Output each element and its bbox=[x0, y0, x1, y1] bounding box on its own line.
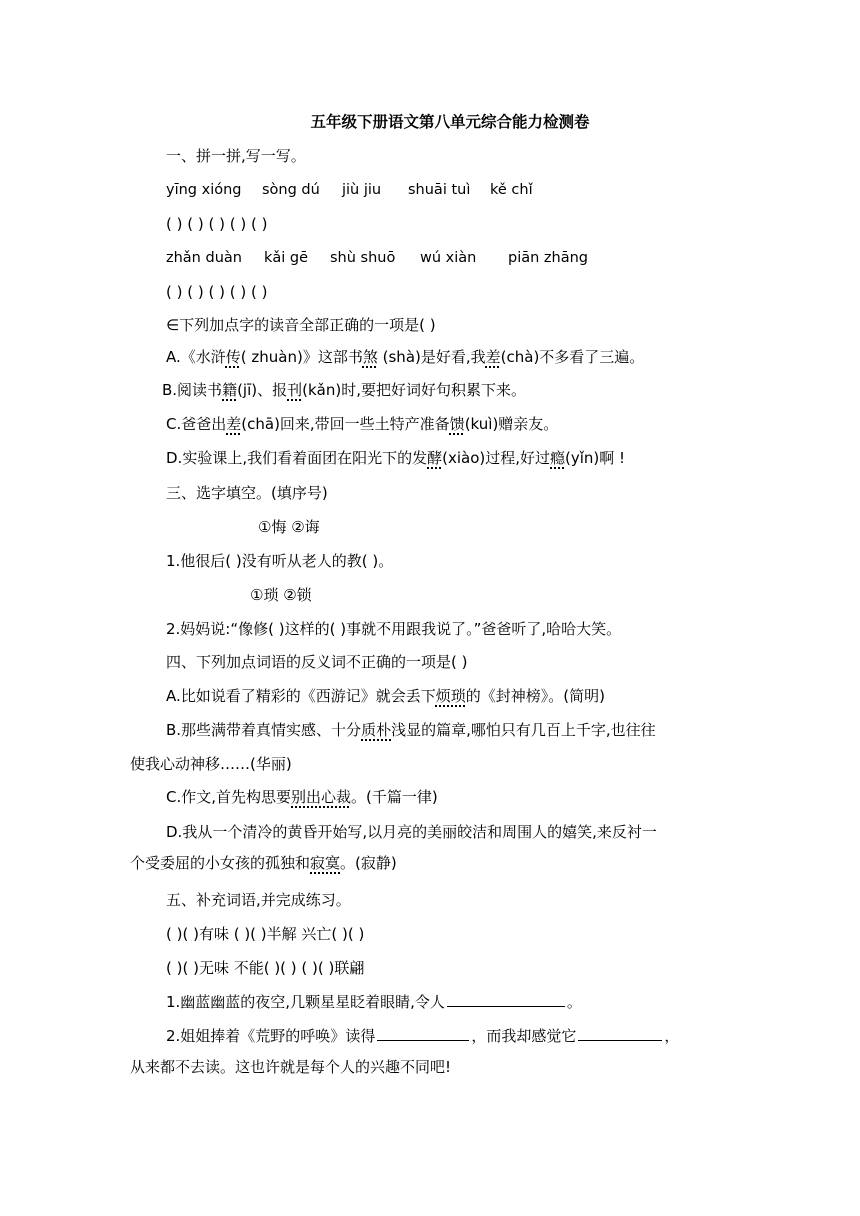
answer-brackets-row-2: ( ) ( ) ( ) ( ) ( ) bbox=[166, 283, 268, 301]
option-b bbox=[166, 720, 656, 740]
option-text: A.《水浒 bbox=[166, 348, 226, 366]
pinyin-item: wú xiàn bbox=[420, 250, 477, 266]
question-text: 2.姐姐捧着《荒野的呼唤》读得 bbox=[166, 1027, 376, 1045]
option-text: A.比如说看了精彩的《西游记》就会丢下 bbox=[166, 687, 436, 705]
pinyin-item: sòng dú bbox=[262, 182, 320, 198]
option-a bbox=[166, 347, 644, 367]
question-5-2-continued: 从来都不去读。这也许就是每个人的兴趣不同吧! bbox=[130, 1058, 452, 1076]
option-b bbox=[162, 380, 526, 400]
answer-blank[interactable] bbox=[578, 1024, 662, 1041]
dotted-char: 酵 bbox=[427, 449, 443, 467]
dotted-char: 瘾 bbox=[550, 449, 566, 467]
page-title: 五年级下册语文第八单元综合能力检测卷 bbox=[310, 113, 590, 131]
option-text: C.爸爸出 bbox=[166, 415, 227, 433]
pinyin-item: jiù jiu bbox=[342, 182, 382, 198]
choice-options-1: ①悔 ②诲 bbox=[258, 518, 320, 536]
pinyin-item: shuāi tuì bbox=[408, 182, 471, 198]
option-b-continued: 使我心动神移……(华丽) bbox=[130, 755, 292, 773]
pinyin-item: zhǎn duàn bbox=[166, 250, 242, 266]
pinyin-item: kǎi gē bbox=[264, 250, 309, 266]
option-c bbox=[166, 787, 438, 807]
option-text: (chā)回来,带回一些土特产准备 bbox=[241, 415, 450, 433]
answer-blank[interactable] bbox=[377, 1024, 469, 1041]
pinyin-item: yīng xióng bbox=[166, 182, 242, 198]
question-text: ，而我却感觉它 bbox=[471, 1027, 577, 1045]
dotted-char: 传 bbox=[225, 348, 241, 366]
question-text: 。 bbox=[566, 993, 582, 1011]
dotted-char: 差 bbox=[485, 348, 501, 366]
dotted-word: 别出心裁 bbox=[291, 788, 352, 806]
pinyin-item: piān zhāng bbox=[508, 250, 588, 266]
pinyin-item: shù shuō bbox=[330, 250, 396, 266]
dotted-word: 质朴 bbox=[361, 721, 392, 739]
pinyin-item: kě chǐ bbox=[490, 182, 533, 198]
option-a bbox=[166, 686, 605, 706]
section-3-heading: 三、选字填空。(填序号) bbox=[166, 484, 328, 502]
idiom-row-2: ( )( )无味 不能( )( ) ( )( )联翩 bbox=[166, 959, 365, 977]
section-5-heading: 五、补充词语,并完成练习。 bbox=[166, 891, 351, 909]
option-d-continued bbox=[130, 853, 397, 873]
question-3-2: 2.妈妈说:“像修( )这样的( )事就不用跟我说了。”爸爸听了,哈哈大笑。 bbox=[166, 620, 622, 638]
option-text: 个受委屈的小女孩的孤独和 bbox=[130, 854, 311, 872]
option-c bbox=[166, 414, 558, 434]
option-text: B.那些满带着真情实感、十分 bbox=[166, 721, 362, 739]
answer-brackets-row-1: ( ) ( ) ( ) ( ) ( ) bbox=[166, 215, 268, 233]
dotted-char: 煞 bbox=[362, 348, 378, 366]
dotted-char: 馈 bbox=[449, 415, 465, 433]
option-d: D.我从一个清冷的黄昏开始写,以月亮的美丽皎洁和周围人的嬉笑,来反衬一 bbox=[166, 823, 657, 841]
choice-options-2: ①琐 ②锁 bbox=[250, 586, 312, 604]
option-text: (kǎn)时,要把好词好句积累下来。 bbox=[302, 381, 526, 399]
section-2-heading: ∈下列加点字的读音全部正确的一项是( ) bbox=[166, 316, 436, 334]
option-text: (chà)不多看了三遍。 bbox=[500, 348, 645, 366]
question-text: ， bbox=[664, 1027, 680, 1045]
dotted-char: 刊 bbox=[287, 381, 303, 399]
option-text: 浅显的篇章,哪怕只有几百上千字,也往往 bbox=[391, 721, 656, 739]
option-text: ( zhuàn)》这部书 bbox=[240, 348, 363, 366]
option-text: D.实验课上,我们看着面团在阳光下的发 bbox=[166, 449, 428, 467]
option-text: 的《封神榜》。(简明) bbox=[465, 687, 606, 705]
option-text: C.作文,首先构思要 bbox=[166, 788, 292, 806]
question-3-1: 1.他很后( )没有听从老人的教( )。 bbox=[166, 552, 394, 570]
dotted-word: 烦琐 bbox=[435, 687, 466, 705]
section-4-heading: 四、下列加点词语的反义词不正确的一项是( ) bbox=[166, 653, 468, 671]
option-d bbox=[166, 448, 625, 468]
option-text: (xiào)过程,好过 bbox=[442, 449, 550, 467]
option-text: 。(千篇一律) bbox=[351, 788, 438, 806]
option-text: (jī)、报 bbox=[237, 381, 288, 399]
option-text: (shà)是好看,我 bbox=[377, 348, 486, 366]
idiom-row-1: ( )( )有味 ( )( )半解 兴亡( )( ) bbox=[166, 925, 365, 943]
question-text: 1.幽蓝幽蓝的夜空,几颗星星眨着眼睛,令人 bbox=[166, 993, 445, 1011]
dotted-word: 寂寞 bbox=[310, 854, 341, 872]
answer-blank[interactable] bbox=[447, 990, 565, 1007]
dotted-char: 籍 bbox=[222, 381, 238, 399]
section-1-heading: 一、拼一拼,写一写。 bbox=[166, 147, 306, 165]
option-text: B.阅读书 bbox=[162, 381, 223, 399]
option-text: (kuì)赠亲友。 bbox=[464, 415, 559, 433]
question-5-1 bbox=[166, 990, 582, 1012]
option-text: (yǐn)啊 ! bbox=[565, 449, 626, 467]
option-text: 。(寂静) bbox=[340, 854, 397, 872]
dotted-char: 差 bbox=[226, 415, 242, 433]
question-5-2 bbox=[166, 1024, 679, 1046]
